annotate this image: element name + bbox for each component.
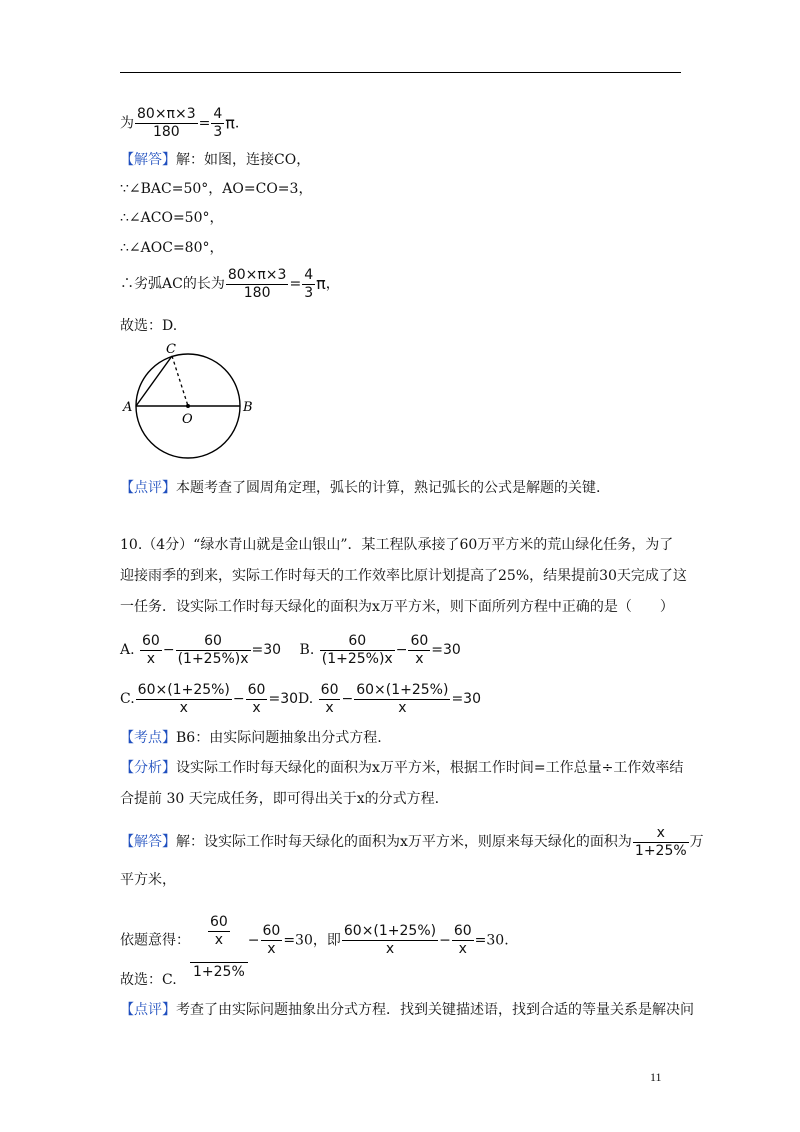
numerator: 60	[410, 632, 429, 649]
text: ∴劣弧AC的长为	[120, 276, 225, 292]
solution-arc-line	[120, 266, 340, 302]
denominator: (1+25%)x	[321, 650, 393, 667]
header-rule	[120, 72, 681, 73]
equals-30: =30	[451, 691, 481, 707]
option-b-label: B.	[299, 642, 315, 658]
equals: =	[198, 115, 211, 132]
analysis-line	[120, 789, 439, 809]
page-number: 11	[650, 1070, 662, 1084]
fraction	[319, 682, 341, 717]
option-c-label: C.	[120, 691, 135, 707]
numerator: 60×(1+25%)	[356, 681, 449, 698]
text: 10.（4分）“绿水青山就是金山银山”．某工程队承接了60万平方米的荒山绿化任务，为了	[120, 537, 674, 553]
denominator: (1+25%)x	[177, 650, 249, 667]
arc-length-result	[120, 106, 239, 140]
numerator: 4	[304, 266, 314, 283]
equals-30: =30	[268, 691, 299, 707]
text: 合提前 30 天完成任务，即可得出关于x的分式方程.	[120, 791, 440, 807]
solution-line	[120, 179, 312, 199]
fraction	[342, 923, 438, 958]
equals: =	[289, 276, 302, 292]
minus: −	[395, 642, 408, 658]
solution-line	[120, 208, 223, 228]
denominator: x	[214, 931, 224, 948]
text: 考查了由实际问题抽象出分式方程．找到关键描述语，找到合适的等量关系是解决问	[176, 1002, 694, 1018]
numerator: 80×π×3	[137, 106, 196, 122]
minus: −	[232, 691, 245, 707]
numerator: x	[633, 825, 689, 843]
fraction	[246, 682, 268, 717]
text: 迎接雨季的到来，实际工作时每天的工作效率比原计划提高了25%，结果提前30天完成了这	[120, 568, 687, 584]
choice-line	[120, 970, 177, 990]
text: ∵∠BAC=50°，AO=CO=3，	[120, 181, 313, 197]
text: 万	[689, 834, 704, 850]
analysis-line	[120, 758, 683, 778]
compound-fraction	[190, 900, 248, 981]
fraction	[176, 633, 251, 668]
center-point	[186, 404, 190, 408]
compound-numerator	[190, 900, 248, 963]
denominator: x	[458, 941, 467, 957]
section-tag: 【解答】	[120, 834, 176, 850]
numerator: 60×(1+25%)	[343, 923, 437, 939]
denominator: x	[415, 650, 424, 667]
text: B6：由实际问题抽象出分式方程.	[176, 730, 382, 746]
denominator: 1+25%	[634, 842, 687, 859]
fraction	[226, 267, 289, 302]
chord-ac	[136, 356, 172, 406]
option-a-label: A.	[120, 642, 135, 658]
question-line	[120, 597, 674, 617]
numerator: 4	[213, 106, 223, 122]
text: 故选：C.	[120, 972, 177, 988]
option-d-label: D.	[298, 691, 314, 707]
label-a: A	[123, 400, 133, 415]
text: ∴∠AOC=80°，	[120, 240, 224, 256]
text: ，	[325, 276, 340, 292]
solution2-heading	[120, 822, 704, 862]
numerator: 80×π×3	[227, 266, 287, 283]
numerator: 60	[142, 632, 160, 649]
text: =30，即	[283, 932, 341, 949]
section-tag: 【考点】	[120, 730, 176, 746]
text: ∴∠ACO=50°，	[120, 210, 224, 226]
circle-figure	[115, 338, 265, 468]
denominator: 180	[152, 124, 180, 140]
numerator: 60	[320, 633, 395, 651]
equals-30: =30	[431, 642, 461, 658]
fraction	[633, 825, 689, 860]
denominator: x	[267, 941, 276, 957]
options-ab	[120, 632, 461, 668]
pi-symbol: π	[316, 274, 326, 293]
kaodian	[120, 728, 382, 748]
minus: −	[247, 932, 260, 949]
fraction	[408, 633, 430, 668]
denominator: x	[146, 650, 156, 667]
text: 解：如图，连接CO，	[176, 152, 311, 168]
numerator: 60	[453, 923, 472, 939]
fraction	[354, 682, 450, 717]
numerator: 60×(1+25%)	[137, 681, 230, 698]
solution-heading	[120, 150, 310, 170]
choice-line	[120, 316, 177, 336]
section-tag: 【点评】	[120, 480, 176, 496]
label-o: O	[182, 412, 193, 427]
fraction	[261, 923, 283, 958]
compound-denominator: 1+25%	[193, 964, 245, 980]
denominator: 180	[243, 284, 271, 301]
label-c: C	[166, 342, 176, 357]
equals-30: =30	[251, 642, 282, 658]
section-tag: 【点评】	[120, 1002, 176, 1018]
text: 故选：D.	[120, 318, 178, 334]
section-tag: 【分析】	[120, 760, 176, 776]
options-cd	[120, 680, 481, 718]
text: 本题考查了圆周角定理，弧长的计算，熟记弧长的公式是解题的关键.	[176, 480, 601, 496]
question-line	[120, 535, 673, 555]
fraction	[140, 633, 162, 668]
solution2-line	[120, 870, 176, 890]
numerator: 60	[262, 923, 281, 939]
denominator: x	[179, 699, 188, 716]
minus: −	[439, 932, 451, 949]
text: 一任务．设实际工作时每天绿化的面积为x万平方米，则下面所列方程中正确的是（ ）	[120, 599, 674, 615]
question-line	[120, 566, 687, 586]
fraction	[320, 633, 395, 668]
denominator: 3	[304, 284, 314, 301]
comment	[120, 478, 600, 498]
fraction	[208, 914, 230, 949]
denominator: x	[252, 699, 261, 716]
fraction	[135, 106, 198, 141]
denominator: x	[385, 941, 395, 957]
minus: −	[341, 691, 354, 707]
text: 平方米，	[120, 872, 176, 888]
denominator: 3	[213, 124, 223, 140]
fraction	[302, 267, 315, 302]
label-b: B	[243, 400, 253, 415]
fraction	[452, 923, 474, 958]
denominator: x	[398, 699, 407, 716]
text: 为	[120, 115, 134, 132]
minus: −	[162, 642, 175, 658]
radius-co	[172, 356, 188, 406]
numerator: 60	[320, 681, 339, 698]
section-tag: 【解答】	[120, 152, 176, 168]
numerator: 60	[176, 633, 251, 651]
text: .	[234, 115, 240, 132]
fraction	[211, 106, 224, 141]
text: 设实际工作时每天绿化的面积为x万平方米，根据工作时间=工作总量÷工作效率结	[176, 760, 684, 776]
numerator: 60	[247, 681, 266, 698]
comment	[120, 1000, 694, 1020]
text: 解：设实际工作时每天绿化的面积为x万平方米，则原来每天绿化的面积为	[176, 834, 632, 850]
text: 依题意得：	[120, 932, 190, 949]
denominator: x	[325, 699, 334, 716]
text: =30.	[474, 932, 509, 949]
pi-symbol: π	[225, 113, 235, 133]
solution-line	[120, 238, 223, 258]
numerator: 60	[209, 913, 228, 930]
fraction	[136, 682, 232, 717]
